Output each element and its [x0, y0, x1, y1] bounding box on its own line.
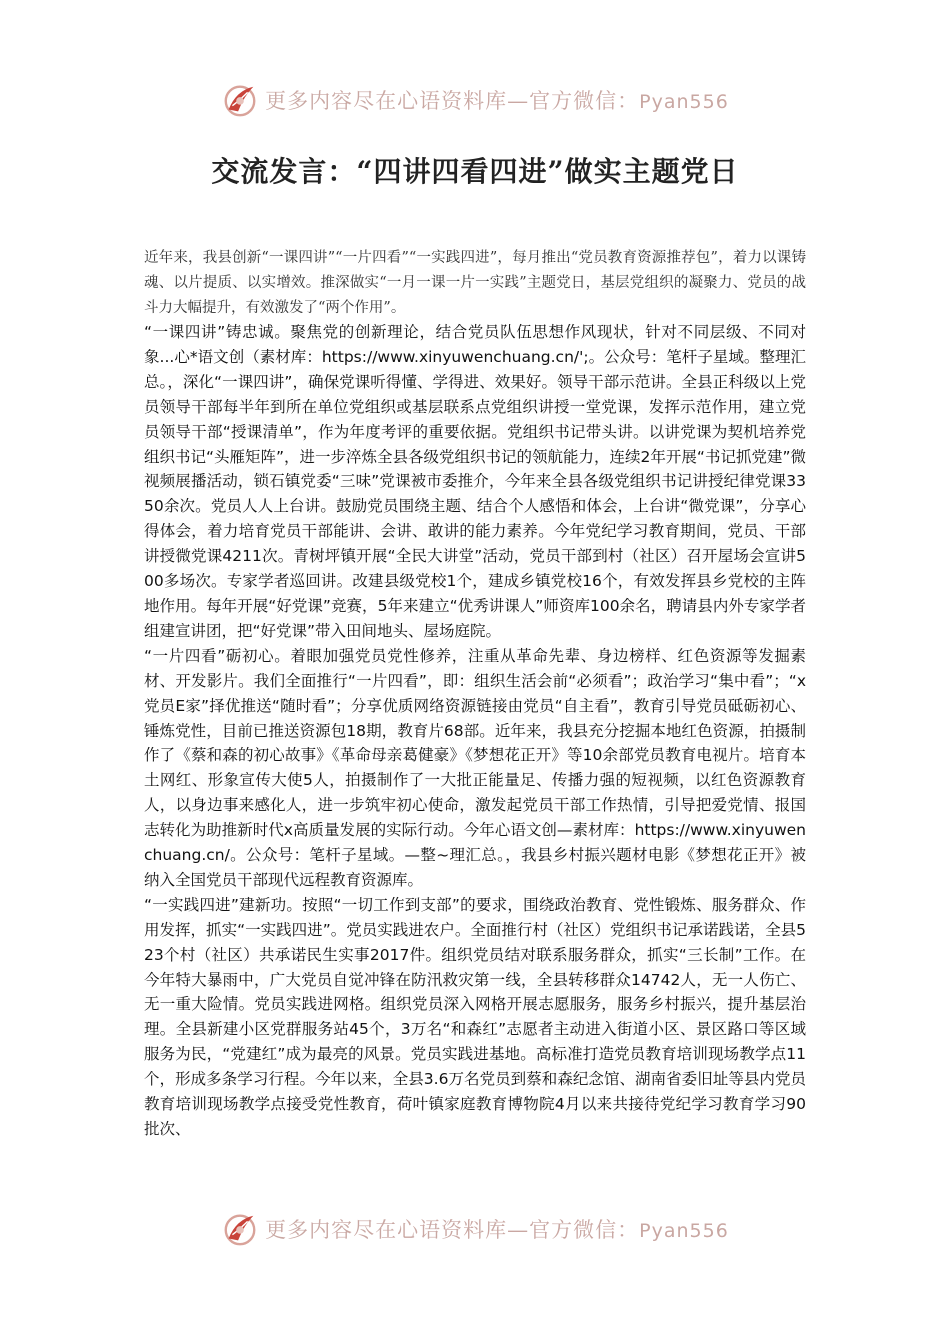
wechat-id: Pyan556 [639, 91, 729, 113]
intro-paragraph: 近年来，我县创新“一课四讲”“一片四看”“一实践四进”，每月推出“党员教育资源推荐包”，着力以课铸魂、以片提质、以实增效。推深做实“一月一课一片一实践”主题党日，基层党组织的凝聚力、党员的战斗力大幅提升，有效激发了“两个作用”。 [144, 250, 806, 316]
paragraph-practice: “一实践四进”建新功。按照“一切工作到支部”的要求，围绕政治教育、党性锻炼、服务群众、作用发挥，抓实“一实践四进”。党员实践进农户。全面推行村（社区）党组织书记承诺践诺，全县523个村（社区）共承诺民生实事2017件。组织党员结对联系服务群众，抓实“三长制”工作。在今年特大暴雨中，广大党员自觉冲锋在防汛救灾第一线，全县转移群众14742人，无一人伤亡、无一重大险情。党员实践进网格。组织党员深入网格开展志愿服务，服务乡村振兴，提升基层治理。全县新建小区党群服务站45个，3万名“和森红”志愿者主动进入街道小区、景区路口等区域服务为民，“党建红”成为最亮的风景。党员实践进基地。高标准打造党员教育培训现场教学点11个，形成多条学习行程。今年以来，全县3.6万名党员到蔡和森纪念馆、湖南省委旧址等县内党员教育培训现场教学点接受党性教育，荷叶镇家庭教育博物院4月以来共接待党纪学习教育学习90批次、 [144, 895, 806, 1138]
banner-label: 更多内容尽在心语资料库—官方微信： [265, 1218, 640, 1242]
logo-icon [221, 81, 259, 119]
paragraph-lecture: “一课四讲”铸忠诚。聚焦党的创新理论，结合党员队伍思想作风现状，针对不同层级、不同对象...心*语文创（素材库：https://www.xinyuwenchuang.cn/';。公众号：笔杆子星域。整理汇总。，深化“一课四讲”，确保党课听得懂、学得进、效果好。领导干部示范讲。全县正科级以上党员领导干部每半年到所在单位党组织或基层联系点党组织讲授一堂党课，发挥示范作用，建立党员领导干部“授课清单”，作为年度考评的重要依据。党组织书记带头讲。以讲党课为契机培养党组织书记“头雁矩阵”，进一步淬炼全县各级党组织书记的领航能力，连续2年开展“书记抓党建”微视频展播活动，锁石镇党委“三味”党课被市委推介，今年来全县各级党组织书记讲授纪律党课3350余次。党员人人上台讲。鼓励党员围绕主题、结合个人感悟和体会，上台讲“微党课”，分享心得体会，着力培育党员干部能讲、会讲、敢讲的能力素养。今年党纪学习教育期间，党员、干部讲授微党课4211次。青树坪镇开展“全民大讲堂”活动，党员干部到村（社区）召开屋场会宣讲500多场次。专家学者巡回讲。改建县级党校1个，建成乡镇党校16个，有效发挥县乡党校的主阵地作用。每年开展“好党课”竞赛，5年来建立“优秀讲课人”师资库100余名，聘请县内外专家学者组建宣讲团，把“好党课”带入田间地头、屋场庭院。 [144, 323, 806, 640]
document-body [144, 320, 806, 1142]
paragraph-film: “一片四看”砺初心。着眼加强党员党性修养，注重从革命先辈、身边榜样、红色资源等发掘素材、开发影片。我们全面推行“一片四看”，即：组织生活会前“必须看”；政治学习“集中看”；“x党员E家”择优推送“随时看”；分享优质网络资源链接由党员“自主看”，教育引导党员砥砺初心、锤炼党性，目前已推送资源包18期，教育片68部。近年来，我县充分挖掘本地红色资源，拍摄制作了《蔡和森的初心故事》《革命母亲葛健豪》《梦想花正开》等10余部党员教育电视片。培育本土网红、形象宣传大使5人，拍摄制作了一大批正能量足、传播力强的短视频，以红色资源教育人，以身边事来感化人，进一步筑牢初心使命，激发起党员干部工作热情，引导把爱党情、报国志转化为助推新时代x高质量发展的实际行动。今年心语文创—素材库：https://www.xinyuwenchuang.cn/。公众号：笔杆子星域。—整~理汇总。，我县乡村振兴题材电影《梦想花正开》被纳入全国党员干部现代远程教育资源库。 [144, 646, 806, 889]
banner-text [265, 1214, 729, 1244]
logo-icon [221, 1210, 259, 1248]
banner-label: 更多内容尽在心语资料库—官方微信： [265, 89, 640, 113]
header-banner [0, 78, 950, 122]
wechat-id: Pyan556 [639, 1220, 729, 1242]
banner-text [265, 85, 729, 115]
document-title: 交流发言：“四讲四看四进”做实主题党日 [211, 155, 739, 188]
footer-banner [0, 1207, 950, 1251]
